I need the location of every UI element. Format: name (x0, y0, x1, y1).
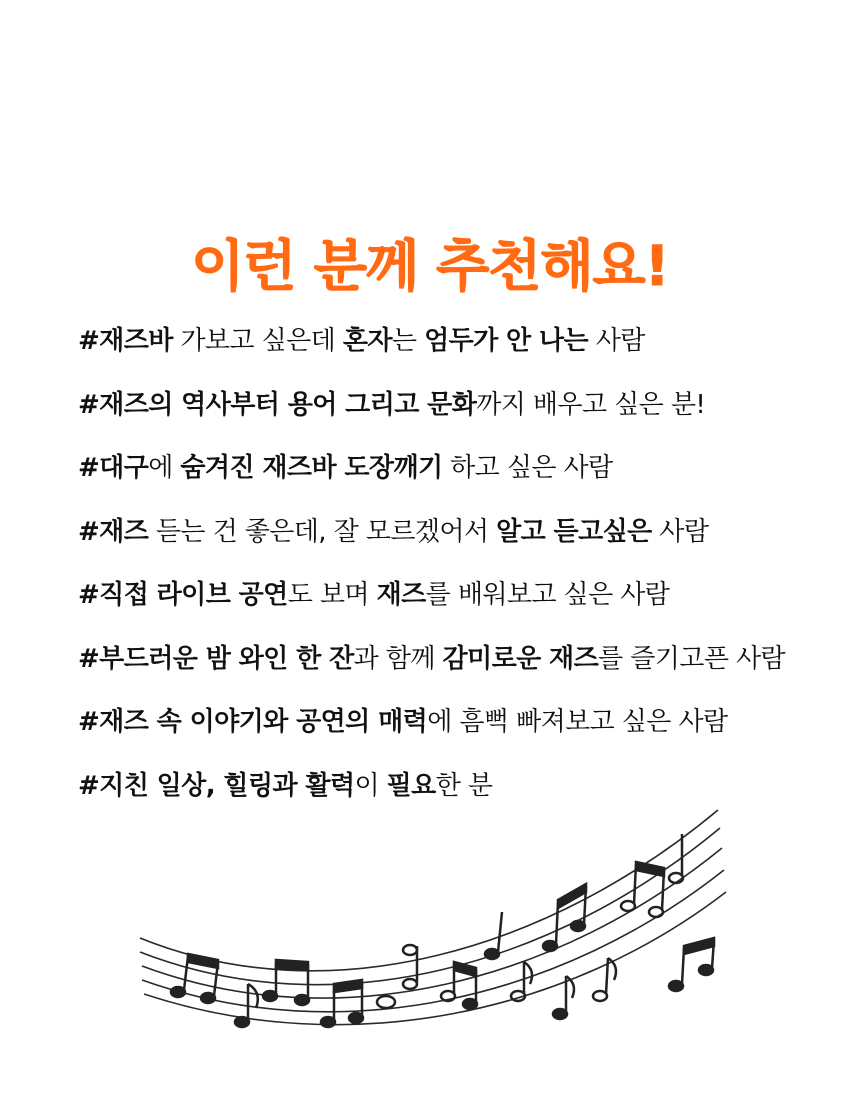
list-item: #재즈 듣는 건 좋은데, 잘 모르겠어서 알고 듣고싶은 사람 (78, 516, 709, 547)
list-item: #재즈의 역사부터 용어 그리고 문화까지 배우고 싶은 분! (78, 389, 706, 420)
recommendation-list (78, 320, 858, 828)
list-item: #대구에 숨겨진 재즈바 도장깨기 하고 싶은 사람 (78, 453, 613, 483)
music-notes-staff-icon (130, 800, 730, 1040)
page-title: 이런 분께 추천해요! (191, 234, 669, 298)
list-item: #재즈 속 이야기와 공연의 매력에 흠뻑 빠져보고 싶은 사람 (78, 707, 728, 737)
list-item: #직접 라이브 공연도 보며 재즈를 배워보고 싶은 사람 (78, 580, 670, 610)
list-item: #부드러운 밤 와인 한 잔과 함께 감미로운 재즈를 즐기고픈 사람 (78, 643, 786, 674)
list-item: #재즈바 가보고 싶은데 혼자는 엄두가 안 나는 사람 (78, 326, 645, 356)
list-item: #지친 일상, 힐링과 활력이 필요한 분 (78, 770, 493, 801)
